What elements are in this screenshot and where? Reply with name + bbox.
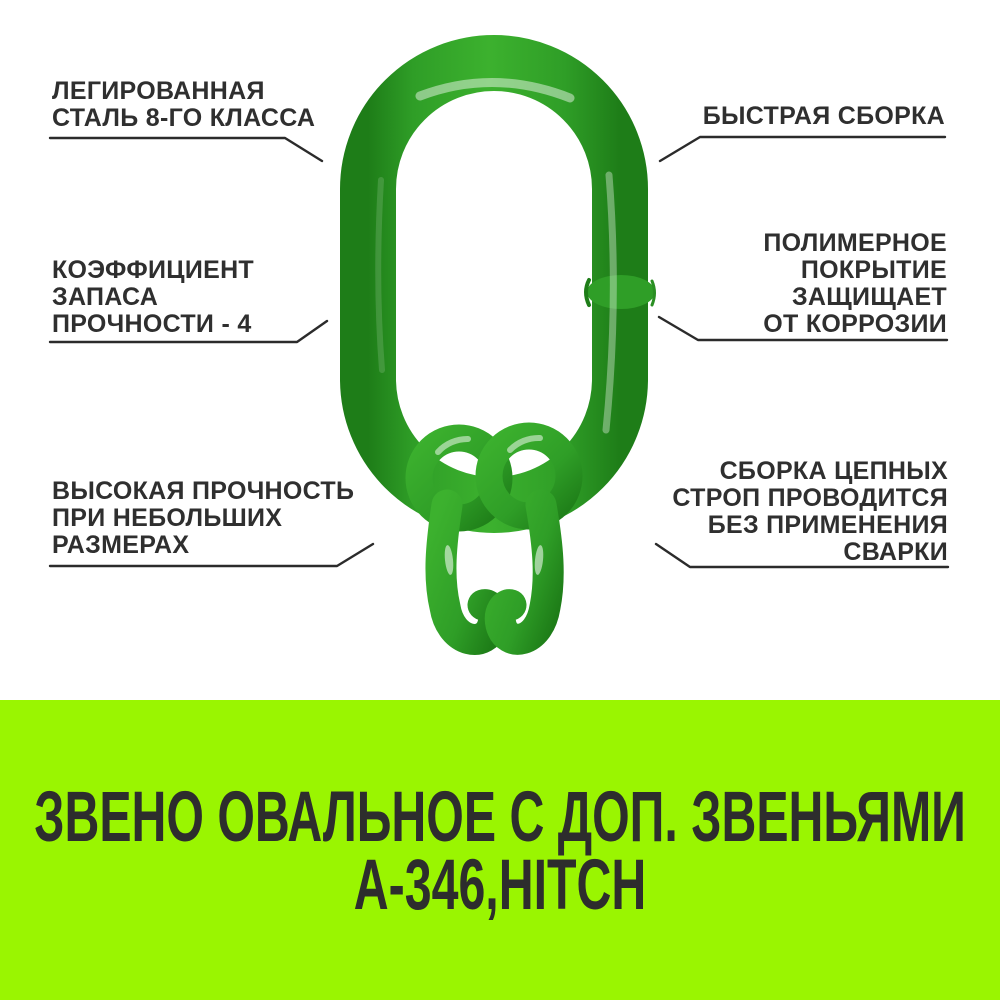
callout-line-text: РАЗМЕРАХ — [52, 531, 190, 559]
callout-line-text: ПОКРЫТИЕ — [800, 256, 947, 284]
callout-line-text: СТРОП ПРОВОДИТСЯ — [672, 484, 948, 512]
callout-line-text: ОТ КОРРОЗИИ — [763, 310, 947, 338]
callout-line-text: ПРОЧНОСТИ - 4 — [52, 310, 252, 338]
callout-line-text: ЗАПАСА — [52, 283, 159, 311]
callout-top-right — [703, 103, 945, 130]
callout-line-text: КОЭФФИЦИЕНТ — [52, 256, 255, 284]
sub-link-right — [489, 436, 569, 639]
product-title-banner — [0, 700, 1000, 1000]
callout-bottom-left — [52, 478, 354, 559]
callout-line-text: БЕЗ ПРИМЕНЕНИЯ — [707, 511, 948, 539]
callout-top-left — [52, 78, 315, 132]
callout-mid-left — [52, 257, 254, 338]
callout-line-top-right — [660, 137, 945, 161]
callout-line-text: СТАЛЬ 8-ГО КЛАССА — [52, 104, 316, 132]
callout-line-text: ЛЕГИРОВАННАЯ — [52, 77, 265, 105]
callout-line-text: ПОЛИМЕРНОЕ — [763, 229, 947, 257]
callout-line-text: СБОРКА ЦЕПНЫХ — [719, 457, 948, 485]
callout-line-text: БЫСТРАЯ СБОРКА — [702, 102, 945, 130]
callout-line-text: ВЫСОКАЯ ПРОЧНОСТЬ — [52, 477, 355, 505]
product-title-line-1: ЗВЕНО ОВАЛЬНОЕ С ДОП. ЗВЕНЬЯМИ — [34, 778, 966, 857]
callout-bottom-right — [672, 458, 948, 566]
callout-line-text: СВАРКИ — [843, 538, 948, 566]
callout-line-text: ПРИ НЕБОЛЬШИХ — [52, 504, 283, 532]
callout-mid-right — [763, 230, 947, 338]
callout-line-top-left — [50, 138, 322, 161]
product-title-line-2: А-346,HITCH — [353, 846, 647, 925]
callout-line-text: ЗАЩИЩАЕТ — [791, 283, 947, 311]
